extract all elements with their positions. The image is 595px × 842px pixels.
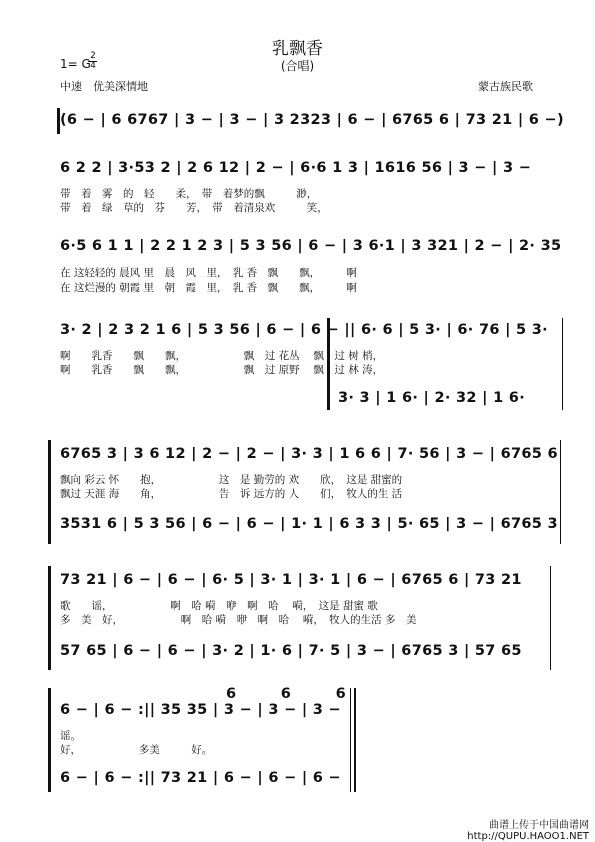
notes-row-5: 73 21 | 6 − | 6 − | 6· 5 | 3· 1 | 3· 1 | 6 − | 6765 6 | 73 21	[60, 572, 522, 588]
lower-notes-row-3: 3· 3 | 1 6· | 2· 32 | 1 6·	[338, 390, 526, 406]
lyrics-row-1-verse-2: 带 着 绿 草的 芬 芳， 带 着清泉欢 笑，	[60, 202, 328, 214]
site-watermark	[467, 820, 589, 842]
notes-row-1: 6 2 2 | 3·53 2 | 2 6 12 | 2 − | 6·6 1 3 | 1616 56 | 3 − | 3 −	[60, 160, 532, 176]
upper-notes-row-6: 6 6 6	[226, 686, 346, 702]
lyrics-row-1-verse-1: 带 着 雾 的 轻 柔， 带 着梦的飘 渺，	[60, 188, 318, 200]
part-bracket-row-6	[48, 688, 51, 792]
watermark-line-2: http://QUPU.HAOO1.NET	[467, 831, 589, 842]
final-barline-thin	[350, 688, 351, 792]
lyrics-row-6-verse-2: 好， 多美 好。	[60, 744, 213, 756]
lyrics-row-4-verse-2: 飘过 天涯 海 角， 告 诉 远方的 人 们， 牧人的生 活	[60, 488, 403, 500]
bar-right-row-4	[560, 440, 561, 544]
lyrics-row-5-verse-2: 多 美 好， 啊 哈 嗬 咿 啊 哈 嗬， 牧人的生活 多 美	[60, 614, 417, 626]
lyrics-row-4-verse-1: 飘向 彩云 怀 抱， 这 是 勤劳的 欢 欣， 这是 甜蜜的	[60, 474, 403, 486]
lower-notes-row-5: 57 65 | 6 − | 6 − | 3· 2 | 1· 6 | 7· 5 | 3 − | 6765 3 | 57 65	[60, 643, 522, 659]
lyrics-row-3-verse-2: 啊 乳香 飘 飘， 飘 过 原野 飘 过 林 涛，	[60, 364, 384, 376]
key-signature: 1= G	[60, 57, 91, 71]
notes-row-4: 6765 3 | 3 6 12 | 2 − | 2 − | 3· 3 | 1 6 6 | 7· 56 | 3 − | 6765 6	[60, 446, 558, 462]
lyrics-row-6-verse-1: 谣。	[60, 730, 81, 742]
song-origin: 蒙古族民歌	[478, 80, 533, 93]
lyrics-row-3-verse-1: 啊 乳香 飘 飘， 飘 过 花丛 飘 过 树 梢，	[60, 350, 384, 362]
notes-row-2: 6·5 6 1 1 | 2 2 1 2 3 | 5 3 56 | 6 − | 3 6·1 | 3 321 | 2 − | 2· 35	[60, 238, 562, 254]
final-barline-thick	[354, 688, 356, 792]
lower-notes-row-6: 6 − | 6 − :|| 73 21 | 6 − | 6 − | 6 −	[60, 770, 341, 786]
lyrics-row-2-verse-2: 在 这烂漫的 朝霞 里 朝 霞 里， 乳 香 飘 飘， 啊	[60, 282, 357, 294]
time-signature-bottom: 4	[90, 61, 96, 71]
lyrics-row-2-verse-1: 在 这轻轻的 晨风 里 晨 风 里， 乳 香 飘 飘， 啊	[60, 267, 357, 279]
part-bracket-row-4	[48, 440, 51, 544]
notes-row-0: (6 − | 6 6767 | 3 − | 3 − | 3 2323 | 6 − | 6765 6 | 73 21 | 6 −)	[60, 112, 564, 128]
notes-row-6: 6 − | 6 − :|| 35 35 | 3 − | 3 − | 3 −	[60, 702, 341, 718]
bar-right-row-5	[550, 566, 551, 670]
time-signature-top: 2	[90, 51, 96, 61]
tempo-marking: 中速 优美深情地	[60, 80, 148, 93]
watermark-line-1: 曲谱上传于中国曲谱网	[489, 820, 589, 831]
page-title: 乳飘香	[272, 39, 323, 59]
lyrics-row-5-verse-1: 歌 谣， 啊 哈 嗬 咿 啊 哈 嗬， 这是 甜蜜 歌	[60, 600, 378, 612]
lower-notes-row-4: 3531 6 | 5 3 56 | 6 − | 6 − | 1· 1 | 6 3 3 | 5· 65 | 3 − | 6765 3	[60, 516, 558, 532]
part-bracket-row-5	[48, 566, 51, 670]
page-subtitle: (合唱)	[280, 59, 315, 73]
bar-right-row-3	[562, 318, 563, 410]
notes-row-3: 3· 2 | 2 3 2 1 6 | 5 3 56 | 6 − | 6 − || 6· 6 | 5 3· | 6· 76 | 5 3·	[60, 322, 548, 338]
